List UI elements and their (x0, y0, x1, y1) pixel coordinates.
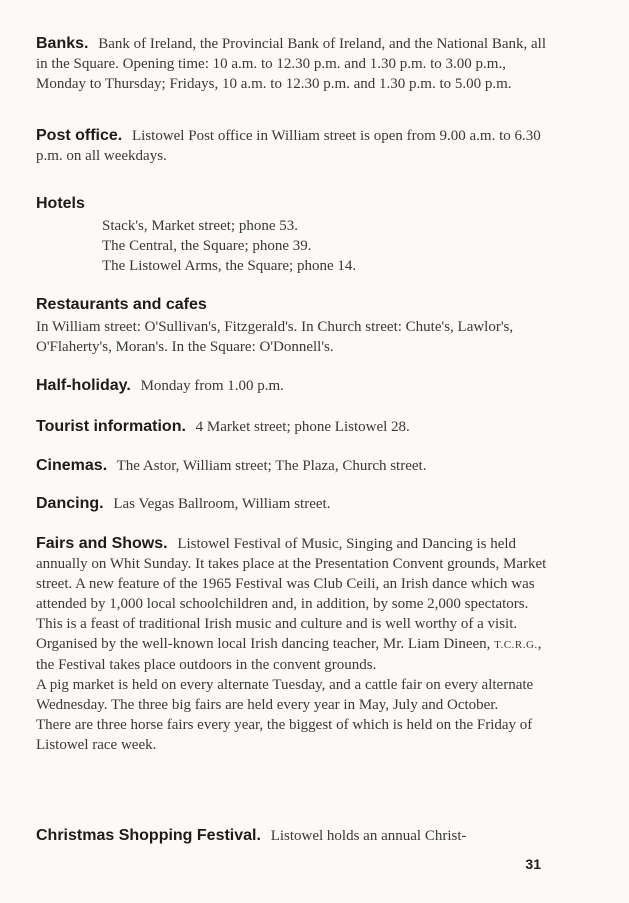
post-office-text: Listowel Post office in William street is open from 9.00 a.m. to 6.30 p.m. on all weekdays. (36, 128, 541, 164)
banks-heading: Banks. (36, 35, 89, 52)
hotel-item: The Listowel Arms, the Square; phone 14. (102, 258, 357, 274)
fairs-heading: Fairs and Shows. (36, 535, 168, 552)
tourist-info-text: 4 Market street; phone Listowel 28. (195, 419, 410, 435)
hotels-section (36, 194, 556, 276)
half-holiday-section (36, 376, 556, 396)
dancing-section (36, 494, 556, 514)
hotel-item: Stack's, Market street; phone 53. (102, 218, 298, 234)
cinemas-section (36, 456, 556, 476)
restaurants-section (36, 295, 556, 357)
banks-text: Bank of Ireland, the Provincial Bank of Ireland, and the National Bank, all in the Square. Opening time: 10 a.m. to 12.30 p.m. and 1.30 p.m. to 3.00 p.m., Monday to Thursday; Fridays, 10 a.m. to 12.30 p.m. and 1.30 p.m. to 5.00 p.m. (36, 36, 546, 92)
fairs-text-1b: , the Festival takes place outdoors in the convent grounds. (36, 636, 542, 673)
restaurants-heading: Restaurants and cafes (36, 296, 207, 313)
fairs-paragraph-1 (36, 534, 556, 675)
hotels-list (36, 216, 556, 276)
fairs-paragraph-2: A pig market is held on every alternate Tuesday, and a cattle fair on every alternate Wednesday. The three big fairs are held every year in May, July and October. (36, 677, 534, 713)
fairs-abbr: T.C.R.G. (494, 639, 538, 651)
half-holiday-text: Monday from 1.00 p.m. (140, 378, 284, 394)
fairs-section (36, 534, 556, 755)
dancing-text: Las Vegas Ballroom, William street. (113, 496, 331, 512)
hotels-heading: Hotels (36, 195, 85, 212)
christmas-section (36, 826, 556, 846)
tourist-info-heading: Tourist information. (36, 418, 186, 435)
fairs-paragraph-3: There are three horse fairs every year, the biggest of which is held on the Friday of Listowel race week. (36, 717, 533, 753)
tourist-info-section (36, 417, 556, 437)
cinemas-heading: Cinemas. (36, 457, 108, 474)
dancing-heading: Dancing. (36, 495, 104, 512)
cinemas-text: The Astor, William street; The Plaza, Church street. (116, 458, 427, 474)
fairs-text-1a: Listowel Festival of Music, Singing and Dancing is held annually on Whit Sunday. It takes place at the Presentation Convent grounds, Market street. A new feature of the 1965 Festival was Club Ceili, an Irish dance which was attended by 1,000 local schoolchildren and, in addition, by some 2,000 spectators. This is a feast of traditional Irish music and culture and is well worthy of a visit. Organised by the well-known local Irish dancing teacher, Mr. Liam Dineen, (36, 536, 547, 652)
page-number: 31 (525, 856, 541, 872)
post-office-section (36, 126, 556, 166)
banks-section (36, 34, 556, 94)
hotel-item: The Central, the Square; phone 39. (102, 238, 312, 254)
christmas-text: Listowel holds an annual Christ- (270, 828, 467, 844)
restaurants-text: In William street: O'Sullivan's, Fitzgerald's. In Church street: Chute's, Lawlor's, O'Flaherty's, Moran's. In the Square: O'Donnell's. (36, 319, 514, 355)
christmas-heading: Christmas Shopping Festival. (36, 827, 261, 844)
post-office-heading: Post office. (36, 127, 123, 144)
half-holiday-heading: Half-holiday. (36, 377, 131, 394)
